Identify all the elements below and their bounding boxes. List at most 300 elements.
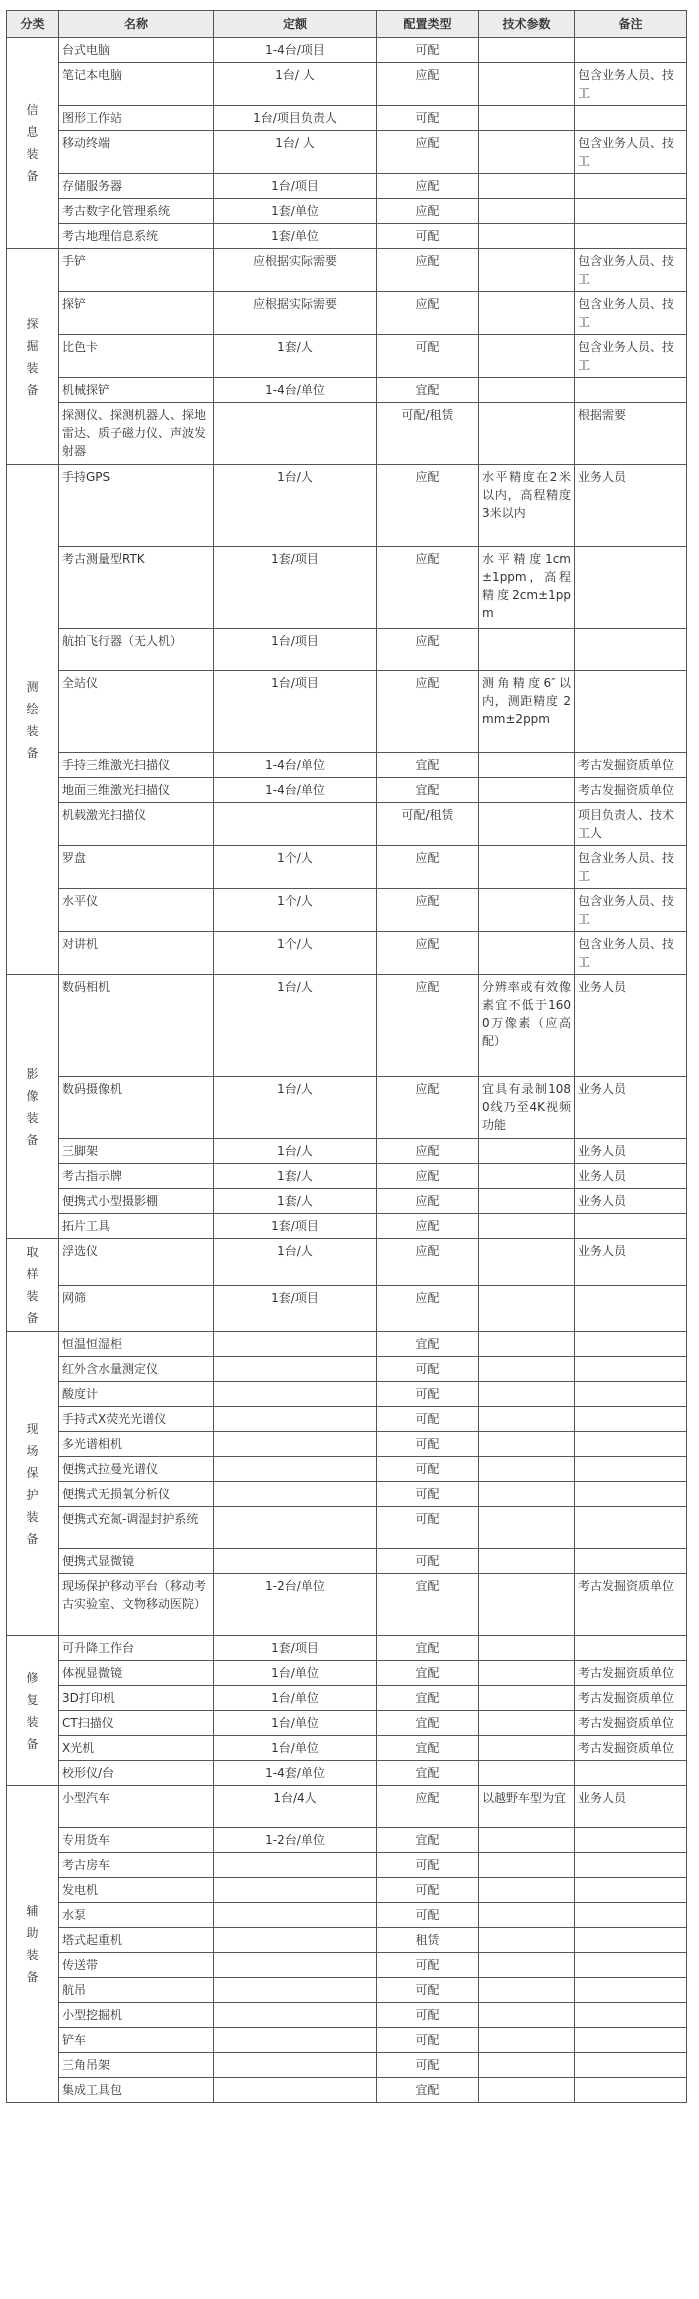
item-note xyxy=(575,2028,687,2053)
category-label: 辅 助 装 备 xyxy=(26,1904,39,1984)
item-config-type: 可配 xyxy=(377,1357,479,1382)
category-cell xyxy=(7,1786,59,2103)
item-name: 传送带 xyxy=(59,1953,214,1978)
item-name: 红外含水量测定仪 xyxy=(59,1357,214,1382)
item-tech-spec xyxy=(479,1239,575,1286)
item-tech-spec: 水平精度1cm±1ppm，高程精度2cm±1ppm xyxy=(479,547,575,629)
table-row xyxy=(7,1407,687,1432)
item-note xyxy=(575,224,687,249)
item-note: 业务人员 xyxy=(575,1239,687,1286)
item-note xyxy=(575,38,687,63)
item-note xyxy=(575,629,687,671)
table-row xyxy=(7,1928,687,1953)
item-note: 包含业务人员、技工 xyxy=(575,63,687,106)
item-quota xyxy=(214,1853,377,1878)
table-row xyxy=(7,547,687,629)
item-tech-spec xyxy=(479,1432,575,1457)
item-config-type: 应配 xyxy=(377,174,479,199)
table-row xyxy=(7,889,687,932)
item-quota: 1台/ 人 xyxy=(214,63,377,106)
item-note xyxy=(575,1828,687,1853)
category-cell xyxy=(7,249,59,465)
item-name: 专用货车 xyxy=(59,1828,214,1853)
item-config-type: 可配 xyxy=(377,1482,479,1507)
item-note: 包含业务人员、技工 xyxy=(575,335,687,378)
item-quota: 1-4台/项目 xyxy=(214,38,377,63)
item-note xyxy=(575,1928,687,1953)
category-cell xyxy=(7,465,59,975)
item-config-type: 可配 xyxy=(377,1878,479,1903)
item-config-type: 可配 xyxy=(377,1903,479,1928)
item-note: 业务人员 xyxy=(575,1189,687,1214)
item-config-type: 应配 xyxy=(377,199,479,224)
table-row xyxy=(7,1636,687,1661)
item-name: 考古房车 xyxy=(59,1853,214,1878)
item-config-type: 宜配 xyxy=(377,778,479,803)
item-config-type: 应配 xyxy=(377,292,479,335)
item-note: 考古发掘资质单位 xyxy=(575,1711,687,1736)
item-name: 便携式无损氧分析仪 xyxy=(59,1482,214,1507)
item-config-type: 应配 xyxy=(377,1239,479,1286)
item-config-type: 可配 xyxy=(377,224,479,249)
item-config-type: 可配 xyxy=(377,1978,479,2003)
item-name: 手持GPS xyxy=(59,465,214,547)
item-config-type: 应配 xyxy=(377,1139,479,1164)
item-quota: 1台/单位 xyxy=(214,1736,377,1761)
item-quota: 1-4套/单位 xyxy=(214,1761,377,1786)
item-tech-spec xyxy=(479,335,575,378)
table-row xyxy=(7,1953,687,1978)
item-config-type: 宜配 xyxy=(377,1686,479,1711)
item-config-type: 可配 xyxy=(377,38,479,63)
item-quota: 1个/人 xyxy=(214,889,377,932)
item-name: 笔记本电脑 xyxy=(59,63,214,106)
table-row xyxy=(7,1332,687,1357)
item-note: 业务人员 xyxy=(575,1139,687,1164)
item-name: 全站仪 xyxy=(59,671,214,753)
table-row xyxy=(7,403,687,465)
item-tech-spec xyxy=(479,2053,575,2078)
item-note: 包含业务人员、技工 xyxy=(575,846,687,889)
item-config-type: 应配 xyxy=(377,975,479,1077)
item-quota xyxy=(214,2028,377,2053)
table-row xyxy=(7,1574,687,1636)
item-config-type: 可配 xyxy=(377,1953,479,1978)
table-row xyxy=(7,335,687,378)
item-quota: 1套/单位 xyxy=(214,199,377,224)
item-name: CT扫描仪 xyxy=(59,1711,214,1736)
item-note xyxy=(575,547,687,629)
item-name: 便携式充氮-调湿封护系统 xyxy=(59,1507,214,1549)
table-row xyxy=(7,1828,687,1853)
item-quota: 1台/人 xyxy=(214,1139,377,1164)
item-quota: 1台/人 xyxy=(214,975,377,1077)
item-note: 包含业务人员、技工 xyxy=(575,292,687,335)
item-note: 包含业务人员、技工 xyxy=(575,932,687,975)
item-tech-spec xyxy=(479,889,575,932)
item-tech-spec xyxy=(479,199,575,224)
item-tech-spec xyxy=(479,106,575,131)
item-quota: 1台/单位 xyxy=(214,1661,377,1686)
item-name: 便携式显微镜 xyxy=(59,1549,214,1574)
item-note xyxy=(575,1214,687,1239)
item-config-type: 宜配 xyxy=(377,1574,479,1636)
item-config-type: 可配 xyxy=(377,1407,479,1432)
item-note xyxy=(575,174,687,199)
category-label: 影 像 装 备 xyxy=(26,1066,39,1147)
item-tech-spec xyxy=(479,1285,575,1332)
table-row xyxy=(7,1357,687,1382)
item-name: 考古测量型RTK xyxy=(59,547,214,629)
item-config-type: 宜配 xyxy=(377,1661,479,1686)
item-tech-spec xyxy=(479,1736,575,1761)
item-tech-spec xyxy=(479,1407,575,1432)
table-row xyxy=(7,199,687,224)
item-name: 探铲 xyxy=(59,292,214,335)
item-note: 考古发掘资质单位 xyxy=(575,753,687,778)
item-tech-spec xyxy=(479,1853,575,1878)
item-note: 根据需要 xyxy=(575,403,687,465)
item-note xyxy=(575,1903,687,1928)
item-tech-spec: 宜具有录制1080线乃至4K视频功能 xyxy=(479,1077,575,1139)
item-name: 校形仪/台 xyxy=(59,1761,214,1786)
category-label: 取 样 装 备 xyxy=(26,1245,39,1325)
item-name: 机械探铲 xyxy=(59,378,214,403)
item-tech-spec xyxy=(479,1357,575,1382)
item-tech-spec xyxy=(479,224,575,249)
item-tech-spec xyxy=(479,629,575,671)
item-name: 机载激光扫描仪 xyxy=(59,803,214,846)
item-tech-spec xyxy=(479,1828,575,1853)
item-quota: 1-4台/单位 xyxy=(214,778,377,803)
item-quota: 1台/4人 xyxy=(214,1786,377,1828)
item-tech-spec xyxy=(479,1978,575,2003)
item-quota xyxy=(214,1928,377,1953)
item-name: 小型汽车 xyxy=(59,1786,214,1828)
item-note xyxy=(575,671,687,753)
item-note xyxy=(575,1285,687,1332)
item-quota xyxy=(214,1953,377,1978)
item-quota xyxy=(214,1978,377,2003)
table-body xyxy=(7,38,687,2103)
item-config-type: 应配 xyxy=(377,1077,479,1139)
item-quota xyxy=(214,1407,377,1432)
item-name: 酸度计 xyxy=(59,1382,214,1407)
item-note: 业务人员 xyxy=(575,1786,687,1828)
item-tech-spec xyxy=(479,63,575,106)
item-config-type: 应配 xyxy=(377,629,479,671)
item-quota: 1台/单位 xyxy=(214,1686,377,1711)
item-config-type: 应配 xyxy=(377,1214,479,1239)
item-config-type: 可配 xyxy=(377,2053,479,2078)
table-row xyxy=(7,1164,687,1189)
item-tech-spec xyxy=(479,1382,575,1407)
category-label: 测 绘 装 备 xyxy=(26,679,39,760)
item-name: 手持三维激光扫描仪 xyxy=(59,753,214,778)
item-config-type: 宜配 xyxy=(377,1828,479,1853)
table-row xyxy=(7,1786,687,1828)
item-note xyxy=(575,1549,687,1574)
table-row xyxy=(7,131,687,174)
item-tech-spec xyxy=(479,1549,575,1574)
item-tech-spec xyxy=(479,1953,575,1978)
item-config-type: 宜配 xyxy=(377,2078,479,2103)
item-config-type: 可配 xyxy=(377,2028,479,2053)
header-config-type: 配置类型 xyxy=(377,11,479,38)
item-config-type: 应配 xyxy=(377,1786,479,1828)
item-tech-spec xyxy=(479,1139,575,1164)
item-quota xyxy=(214,2003,377,2028)
item-quota: 1台/单位 xyxy=(214,1711,377,1736)
category-label: 修 复 装 备 xyxy=(26,1670,39,1751)
item-config-type: 应配 xyxy=(377,932,479,975)
item-quota xyxy=(214,1382,377,1407)
item-config-type: 可配 xyxy=(377,335,479,378)
item-quota: 1台/ 人 xyxy=(214,131,377,174)
item-tech-spec xyxy=(479,803,575,846)
item-tech-spec xyxy=(479,403,575,465)
table-row xyxy=(7,2028,687,2053)
table-row xyxy=(7,106,687,131)
item-config-type: 应配 xyxy=(377,1164,479,1189)
item-tech-spec xyxy=(479,932,575,975)
item-quota: 1个/人 xyxy=(214,932,377,975)
table-row xyxy=(7,1285,687,1332)
header-name: 名称 xyxy=(59,11,214,38)
item-quota: 1套/人 xyxy=(214,1164,377,1189)
item-tech-spec xyxy=(479,846,575,889)
table-row xyxy=(7,1661,687,1686)
item-note: 业务人员 xyxy=(575,975,687,1077)
item-quota xyxy=(214,403,377,465)
item-note xyxy=(575,199,687,224)
item-note: 包含业务人员、技工 xyxy=(575,131,687,174)
item-name: 现场保护移动平台（移动考古实验室、文物移动医院） xyxy=(59,1574,214,1636)
item-name: 探测仪、探测机器人、探地雷达、质子磁力仪、声波发射器 xyxy=(59,403,214,465)
table-row xyxy=(7,1139,687,1164)
item-quota: 1套/单位 xyxy=(214,224,377,249)
item-tech-spec xyxy=(479,753,575,778)
item-name: 三角吊架 xyxy=(59,2053,214,2078)
item-tech-spec xyxy=(479,131,575,174)
item-tech-spec xyxy=(479,1686,575,1711)
item-quota: 1套/项目 xyxy=(214,547,377,629)
item-note xyxy=(575,1853,687,1878)
item-tech-spec: 测角精度6″以内，测距精度 2mm±2ppm xyxy=(479,671,575,753)
item-note: 考古发掘资质单位 xyxy=(575,1686,687,1711)
table-row xyxy=(7,1214,687,1239)
item-tech-spec xyxy=(479,778,575,803)
item-quota: 1台/项目 xyxy=(214,174,377,199)
item-name: 便携式拉曼光谱仪 xyxy=(59,1457,214,1482)
item-quota: 1套/人 xyxy=(214,1189,377,1214)
item-note xyxy=(575,2078,687,2103)
item-config-type: 可配 xyxy=(377,1457,479,1482)
item-name: 体视显微镜 xyxy=(59,1661,214,1686)
item-tech-spec: 水平精度在2米以内，高程精度3米以内 xyxy=(479,465,575,547)
item-note xyxy=(575,1457,687,1482)
item-note: 包含业务人员、技工 xyxy=(575,889,687,932)
item-config-type: 应配 xyxy=(377,1189,479,1214)
table-row xyxy=(7,1736,687,1761)
item-config-type: 应配 xyxy=(377,889,479,932)
item-name: 水平仪 xyxy=(59,889,214,932)
item-config-type: 可配 xyxy=(377,2003,479,2028)
item-name: 地面三维激光扫描仪 xyxy=(59,778,214,803)
item-note xyxy=(575,1878,687,1903)
item-name: 手持式X荧光光谱仪 xyxy=(59,1407,214,1432)
item-tech-spec xyxy=(479,1661,575,1686)
table-row xyxy=(7,1549,687,1574)
table-row xyxy=(7,2053,687,2078)
item-quota xyxy=(214,2053,377,2078)
item-name: 拓片工具 xyxy=(59,1214,214,1239)
item-quota xyxy=(214,1903,377,1928)
item-config-type: 宜配 xyxy=(377,753,479,778)
table-row xyxy=(7,292,687,335)
item-name: 罗盘 xyxy=(59,846,214,889)
item-tech-spec xyxy=(479,1457,575,1482)
table-row xyxy=(7,1761,687,1786)
item-name: 移动终端 xyxy=(59,131,214,174)
item-quota xyxy=(214,1457,377,1482)
item-quota: 1台/人 xyxy=(214,1239,377,1286)
item-config-type: 宜配 xyxy=(377,1332,479,1357)
item-tech-spec xyxy=(479,2028,575,2053)
item-tech-spec xyxy=(479,174,575,199)
item-tech-spec xyxy=(479,1711,575,1736)
item-note: 考古发掘资质单位 xyxy=(575,1574,687,1636)
item-quota: 应根据实际需要 xyxy=(214,249,377,292)
category-label: 信 息 装 备 xyxy=(26,103,39,183)
item-quota: 1套/人 xyxy=(214,335,377,378)
item-name: 集成工具包 xyxy=(59,2078,214,2103)
item-config-type: 可配 xyxy=(377,1382,479,1407)
category-label: 探 掘 装 备 xyxy=(26,316,39,397)
item-tech-spec xyxy=(479,1903,575,1928)
item-quota xyxy=(214,1549,377,1574)
item-tech-spec xyxy=(479,1189,575,1214)
item-quota: 1-2台/单位 xyxy=(214,1574,377,1636)
item-note xyxy=(575,1332,687,1357)
item-config-type: 可配/租赁 xyxy=(377,403,479,465)
table-row xyxy=(7,1432,687,1457)
table-row xyxy=(7,803,687,846)
item-note: 项目负责人、技术工人 xyxy=(575,803,687,846)
category-cell xyxy=(7,1239,59,1332)
item-config-type: 租赁 xyxy=(377,1928,479,1953)
table-row xyxy=(7,1077,687,1139)
item-quota: 1-4台/单位 xyxy=(214,753,377,778)
item-name: 3D打印机 xyxy=(59,1686,214,1711)
item-name: 可升降工作台 xyxy=(59,1636,214,1661)
item-note xyxy=(575,1507,687,1549)
table-row xyxy=(7,1903,687,1928)
item-config-type: 宜配 xyxy=(377,1636,479,1661)
item-quota xyxy=(214,1432,377,1457)
table-row xyxy=(7,1878,687,1903)
item-note xyxy=(575,1432,687,1457)
item-quota xyxy=(214,1357,377,1382)
item-note: 业务人员 xyxy=(575,1077,687,1139)
table-row xyxy=(7,1457,687,1482)
item-tech-spec xyxy=(479,1761,575,1786)
item-config-type: 宜配 xyxy=(377,1711,479,1736)
item-name: 比色卡 xyxy=(59,335,214,378)
item-name: 铲车 xyxy=(59,2028,214,2053)
item-config-type: 应配 xyxy=(377,1285,479,1332)
item-note xyxy=(575,1953,687,1978)
item-quota: 1台/项目 xyxy=(214,629,377,671)
item-name: 多光谱相机 xyxy=(59,1432,214,1457)
category-cell xyxy=(7,1636,59,1786)
category-cell xyxy=(7,38,59,249)
item-tech-spec xyxy=(479,1878,575,1903)
table-row xyxy=(7,846,687,889)
item-config-type: 宜配 xyxy=(377,1736,479,1761)
equipment-table xyxy=(6,10,687,2103)
table-row xyxy=(7,1507,687,1549)
item-name: 网筛 xyxy=(59,1285,214,1332)
item-tech-spec xyxy=(479,1636,575,1661)
item-quota: 1-4台/单位 xyxy=(214,378,377,403)
item-quota: 1台/人 xyxy=(214,1077,377,1139)
item-note: 考古发掘资质单位 xyxy=(575,778,687,803)
table-row xyxy=(7,378,687,403)
item-quota: 1台/项目 xyxy=(214,671,377,753)
item-tech-spec xyxy=(479,1507,575,1549)
table-row xyxy=(7,2078,687,2103)
item-config-type: 可配 xyxy=(377,1549,479,1574)
table-row xyxy=(7,1711,687,1736)
item-name: 水泵 xyxy=(59,1903,214,1928)
item-quota xyxy=(214,1507,377,1549)
item-tech-spec xyxy=(479,292,575,335)
item-tech-spec xyxy=(479,1214,575,1239)
item-config-type: 应配 xyxy=(377,249,479,292)
item-name: X光机 xyxy=(59,1736,214,1761)
table-row xyxy=(7,2003,687,2028)
item-tech-spec xyxy=(479,1574,575,1636)
item-quota xyxy=(214,2078,377,2103)
item-name: 手铲 xyxy=(59,249,214,292)
item-name: 存储服务器 xyxy=(59,174,214,199)
item-quota xyxy=(214,1878,377,1903)
item-quota xyxy=(214,1482,377,1507)
item-config-type: 应配 xyxy=(377,547,479,629)
item-quota xyxy=(214,803,377,846)
item-quota: 1套/项目 xyxy=(214,1636,377,1661)
table-row xyxy=(7,975,687,1077)
item-quota: 1套/项目 xyxy=(214,1285,377,1332)
header-note: 备注 xyxy=(575,11,687,38)
item-note: 考古发掘资质单位 xyxy=(575,1661,687,1686)
table-row xyxy=(7,1382,687,1407)
item-tech-spec xyxy=(479,249,575,292)
item-note xyxy=(575,2053,687,2078)
item-config-type: 可配/租赁 xyxy=(377,803,479,846)
item-name: 图形工作站 xyxy=(59,106,214,131)
item-name: 恒温恒湿柜 xyxy=(59,1332,214,1357)
item-name: 航吊 xyxy=(59,1978,214,2003)
header-category: 分类 xyxy=(7,11,59,38)
table-row xyxy=(7,1189,687,1214)
item-note xyxy=(575,1407,687,1432)
table-row xyxy=(7,1482,687,1507)
item-tech-spec xyxy=(479,1928,575,1953)
item-config-type: 可配 xyxy=(377,1853,479,1878)
item-quota xyxy=(214,1332,377,1357)
